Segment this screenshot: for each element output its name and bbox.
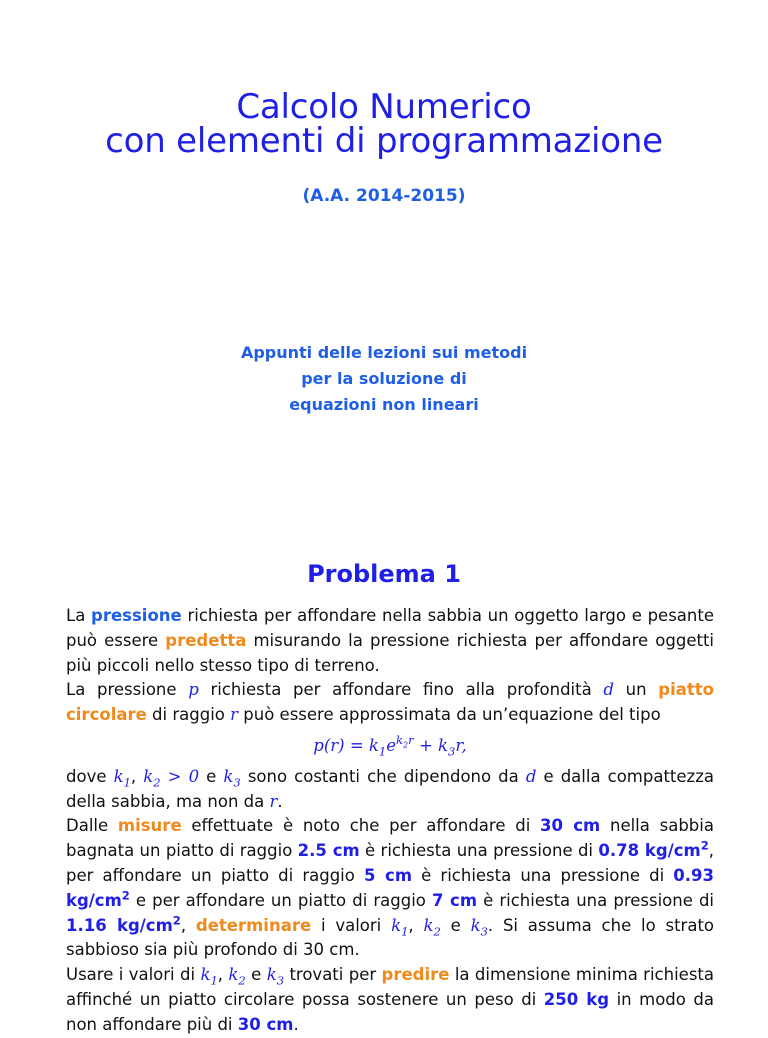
text: ,: [180, 915, 196, 935]
keyword-predire: predire: [381, 965, 450, 985]
equation: [66, 734, 714, 759]
text: ,: [408, 915, 424, 935]
text: richiesta per affondare fino alla profondità: [198, 680, 604, 700]
var-k3: [223, 766, 241, 790]
title-line-1: Calcolo Numerico: [236, 87, 532, 127]
text: . Si assuma che lo strato sabbioso sia più profondo di 30 cm.: [66, 915, 715, 960]
sub: 3: [276, 973, 285, 988]
paragraph-pressure-def: [66, 678, 714, 728]
value-250kg: 250 kg: [543, 989, 610, 1009]
text: è richiesta una pressione di: [477, 890, 715, 910]
text: ,: [217, 965, 229, 985]
text: un: [613, 680, 659, 700]
eq-sub3: 3: [448, 744, 456, 759]
v: 1.16 kg/cm: [66, 915, 173, 935]
keyword-piatto-circolare: piatto circolare: [66, 680, 714, 725]
title-line-2: con elementi di programmazione: [105, 121, 663, 161]
k: k: [470, 915, 481, 935]
var-r: r: [269, 791, 278, 811]
text: Dalle: [66, 816, 118, 836]
var-k3: [470, 915, 488, 938]
var-r: r: [230, 705, 239, 725]
sq: 2: [700, 838, 709, 853]
lecture-notes-subtitle: [0, 340, 768, 418]
text: La: [66, 606, 92, 625]
value-30cm: 30 cm: [540, 816, 601, 836]
title-block: [0, 87, 768, 161]
var-k1: [391, 915, 409, 938]
k: k: [228, 965, 239, 985]
gt: > 0: [160, 766, 200, 786]
value-7cm: 7 cm: [431, 890, 478, 910]
sub: 3: [480, 923, 488, 938]
text: e: [199, 766, 224, 786]
keyword-determinare: determinare: [195, 915, 312, 935]
sub: 1: [401, 923, 409, 938]
value-30cm-b: 30 cm: [237, 1014, 294, 1034]
text: e: [245, 965, 267, 985]
text: effettuate è noto che per affondare di: [181, 816, 541, 836]
var-k2: [423, 915, 441, 938]
value-5cm: 5 cm: [363, 865, 413, 885]
text: in modo da non affondare più di: [66, 989, 714, 1034]
text: .: [277, 791, 283, 811]
text: i valori: [311, 915, 392, 935]
notes-line-2: per la soluzione di: [301, 369, 467, 388]
eq-plus: + k: [413, 735, 449, 755]
paragraph-measurements: [66, 814, 714, 963]
var-d: d: [603, 680, 614, 700]
paragraph-constants: [66, 765, 714, 815]
var-d: d: [525, 766, 537, 786]
var-k1: [200, 965, 218, 988]
text: Usare i valori di: [66, 965, 201, 985]
notes-line-3: equazioni non lineari: [289, 395, 479, 414]
v: 0.78 kg/cm: [598, 841, 701, 861]
text: nella sabbia bagnata un piatto di raggio: [66, 816, 714, 861]
text: misurando la pressione richiesta per affondare oggetti più piccoli nello stesso tipo di terreno.: [66, 630, 714, 675]
value-0-78: [598, 838, 709, 861]
paragraph-intro: [66, 604, 714, 678]
eq-sub1: 1: [378, 744, 387, 759]
var-k1: [113, 766, 131, 790]
var-k2: [143, 766, 200, 790]
text: è richiesta una pressione di: [359, 841, 599, 861]
eq-exp-sub: 2: [403, 739, 409, 750]
sub: 3: [233, 775, 241, 790]
paragraph-prediction: [66, 963, 714, 1037]
eq-e: e: [386, 735, 397, 755]
sub: 1: [123, 775, 131, 790]
text: può essere approssimata da un’equazione del tipo: [238, 705, 661, 725]
sub: 2: [433, 923, 441, 938]
text: trovati per: [284, 965, 382, 985]
text: richiesta per affondare nella sabbia un oggetto largo e pesante può essere: [66, 606, 714, 650]
eq-tail: r,: [455, 735, 467, 755]
text: e per affondare un piatto di raggio: [129, 890, 432, 910]
k: k: [266, 965, 277, 985]
eq-lhs: p(r) = k: [313, 735, 379, 755]
value-2-5cm: 2.5 cm: [297, 841, 360, 861]
text: dove: [66, 766, 114, 786]
k: k: [391, 915, 402, 935]
text: sono costanti che dipendono da: [240, 766, 526, 786]
var-k2: [228, 965, 246, 988]
k: k: [223, 766, 234, 786]
sub: 1: [210, 973, 218, 988]
k: k: [200, 965, 211, 985]
eq-exp-r: r: [408, 733, 414, 748]
value-1-16: [66, 913, 181, 935]
sq: 2: [121, 888, 130, 903]
var-k3: [266, 965, 285, 988]
notes-line-1: Appunti delle lezioni sui metodi: [240, 343, 528, 362]
k: k: [113, 766, 124, 786]
keyword-misure: misure: [117, 816, 182, 836]
text: di raggio: [146, 705, 231, 725]
text: la dimensione minima richiesta affinché un piatto circolare possa sostenere un peso di: [66, 965, 714, 1009]
problem-body: [66, 604, 714, 1038]
academic-year: (A.A. 2014-2015): [302, 186, 466, 206]
v: 0.93 kg/cm: [66, 865, 715, 910]
problem-title: Problema 1: [307, 560, 461, 588]
sub: 2: [238, 973, 246, 988]
text: La pressione: [66, 680, 189, 700]
sq: 2: [172, 913, 181, 928]
text: ,: [130, 766, 144, 786]
keyword-pressione: pressione: [91, 606, 182, 625]
k: k: [423, 915, 434, 935]
k: k: [143, 766, 154, 786]
text: è richiesta una pressione di: [412, 865, 674, 885]
keyword-predetta: predetta: [165, 630, 247, 650]
text: .: [293, 1014, 299, 1034]
eq-exponent: [396, 733, 414, 750]
eq-exp-k: k: [396, 733, 404, 748]
text: , per affondare un piatto di raggio: [66, 841, 714, 885]
sub: 2: [153, 775, 161, 790]
var-p: p: [188, 680, 199, 700]
text: e: [440, 915, 471, 935]
text: e dalla compattezza della sabbia, ma non da: [66, 766, 714, 811]
